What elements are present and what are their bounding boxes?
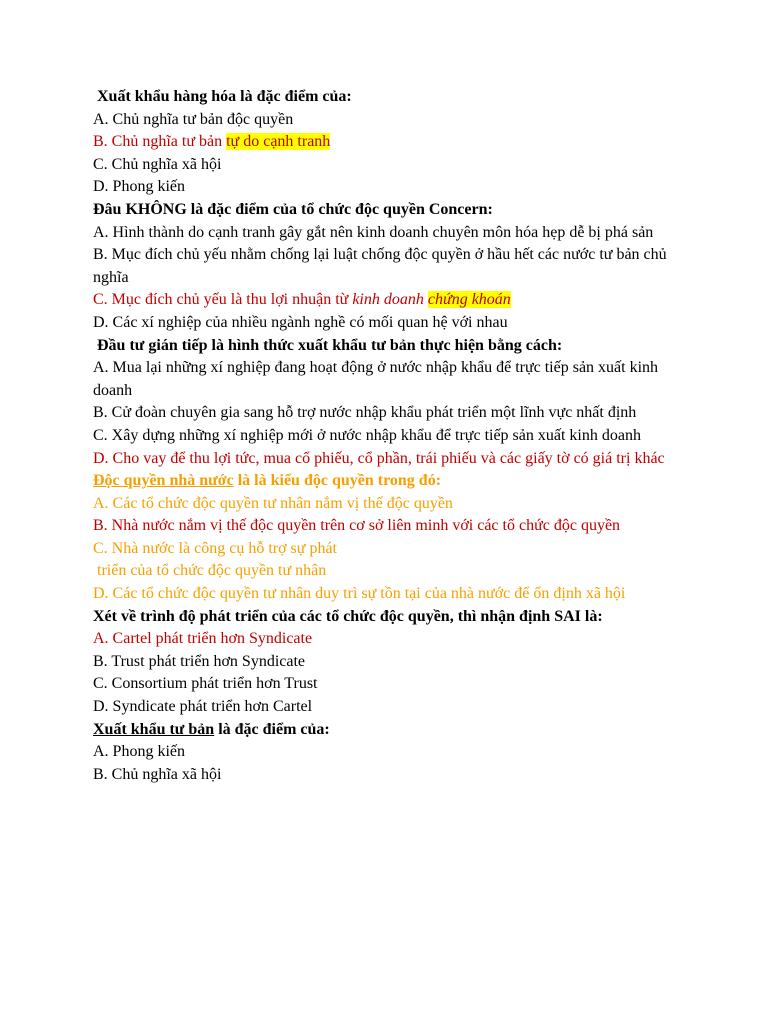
question-6 <box>93 719 683 742</box>
question-2: Đâu KHÔNG là đặc điểm của tổ chức độc quyền Concern: <box>93 200 493 218</box>
q3-option-c: C. Xây dựng những xí nghiệp mới ở nước nhập khẩu để trực tiếp sản xuất kinh doanh <box>93 426 641 444</box>
q5-option-d: D. Syndicate phát triển hơn Cartel <box>93 698 313 716</box>
q6-question-underlined: Xuất khẩu tư bản <box>93 720 215 738</box>
document-page <box>93 86 683 786</box>
q1-option-b-answer <box>93 131 683 154</box>
q5-option-c: C. Consortium phát triển hơn Trust <box>93 675 318 693</box>
q4-option-a: A. Các tổ chức độc quyền tư nhân nắm vị thế độc quyền <box>93 494 453 512</box>
q1-option-c: C. Chủ nghĩa xã hội <box>93 155 222 173</box>
q3-option-a: A. Mua lại những xí nghiệp đang hoạt động ở nước nhập khẩu để trực tiếp sản xuất kinh doanh <box>93 359 659 399</box>
q2-option-c-answer <box>93 289 683 312</box>
q6-option-b: B. Chủ nghĩa xã hội <box>93 765 222 783</box>
q5-option-b: B. Trust phát triển hơn Syndicate <box>93 652 306 670</box>
question-4 <box>93 470 683 493</box>
q6-option-a: A. Phong kiến <box>93 743 185 761</box>
question-1: Xuất khẩu hàng hóa là đặc điểm của: <box>97 88 352 105</box>
q4-question-rest: là là kiểu độc quyền trong đó: <box>233 472 442 490</box>
q1-option-b-highlight: tự do cạnh tranh <box>226 133 331 151</box>
q4-option-d: D. Các tổ chức độc quyền tư nhân duy trì sự tồn tại của nhà nước để ổn định xã hội <box>93 585 626 603</box>
q4-option-c-line-1: C. Nhà nước là công cụ hỗ trợ sự phát <box>93 539 337 557</box>
q2-option-d: D. Các xí nghiệp của nhiều ngành nghề có mối quan hệ với nhau <box>93 313 508 331</box>
q5-option-a-answer: A. Cartel phát triển hơn Syndicate <box>93 630 313 648</box>
q4-option-c-line-2: triển của tổ chức độc quyền tư nhân <box>97 562 327 580</box>
q1-option-a: A. Chủ nghĩa tư bản độc quyền <box>93 110 294 128</box>
q3-option-b: B. Cử đoàn chuyên gia sang hỗ trợ nước nhập khẩu phát triển một lĩnh vực nhất định <box>93 404 637 422</box>
q6-question-rest: là đặc điểm của: <box>214 720 330 738</box>
question-3: Đầu tư gián tiếp là hình thức xuất khẩu tư bản thực hiện bằng cách: <box>97 336 563 354</box>
question-5: Xét về trình độ phát triển của các tổ chức độc quyền, thì nhận định SAI là: <box>93 607 603 625</box>
q1-option-d: D. Phong kiến <box>93 178 185 196</box>
q1-option-b-text: B. Chủ nghĩa tư bản <box>93 133 227 151</box>
q2-option-c-italic: kinh doanh <box>352 291 424 309</box>
q2-option-b: B. Mục đích chủ yếu nhằm chống lại luật chống độc quyền ở hầu hết các nước tư bản chủ nghĩa <box>93 246 667 286</box>
q4-question-underlined: Độc quyền nhà nước <box>93 472 234 490</box>
q4-option-b-answer: B. Nhà nước nắm vị thế độc quyền trên cơ sở liên minh với các tổ chức độc quyền <box>93 517 621 535</box>
q2-option-a: A. Hình thành do cạnh tranh gây gắt nên kinh doanh chuyên môn hóa hẹp dễ bị phá sản <box>93 223 654 241</box>
q2-option-c-text: C. Mục đích chủ yếu là thu lợi nhuận từ <box>93 291 353 309</box>
q3-option-d-answer: D. Cho vay để thu lợi tức, mua cổ phiếu, cổ phần, trái phiếu và các giấy tờ có giá trị khác <box>93 449 665 467</box>
q2-option-c-highlight: chứng khoán <box>427 291 511 309</box>
